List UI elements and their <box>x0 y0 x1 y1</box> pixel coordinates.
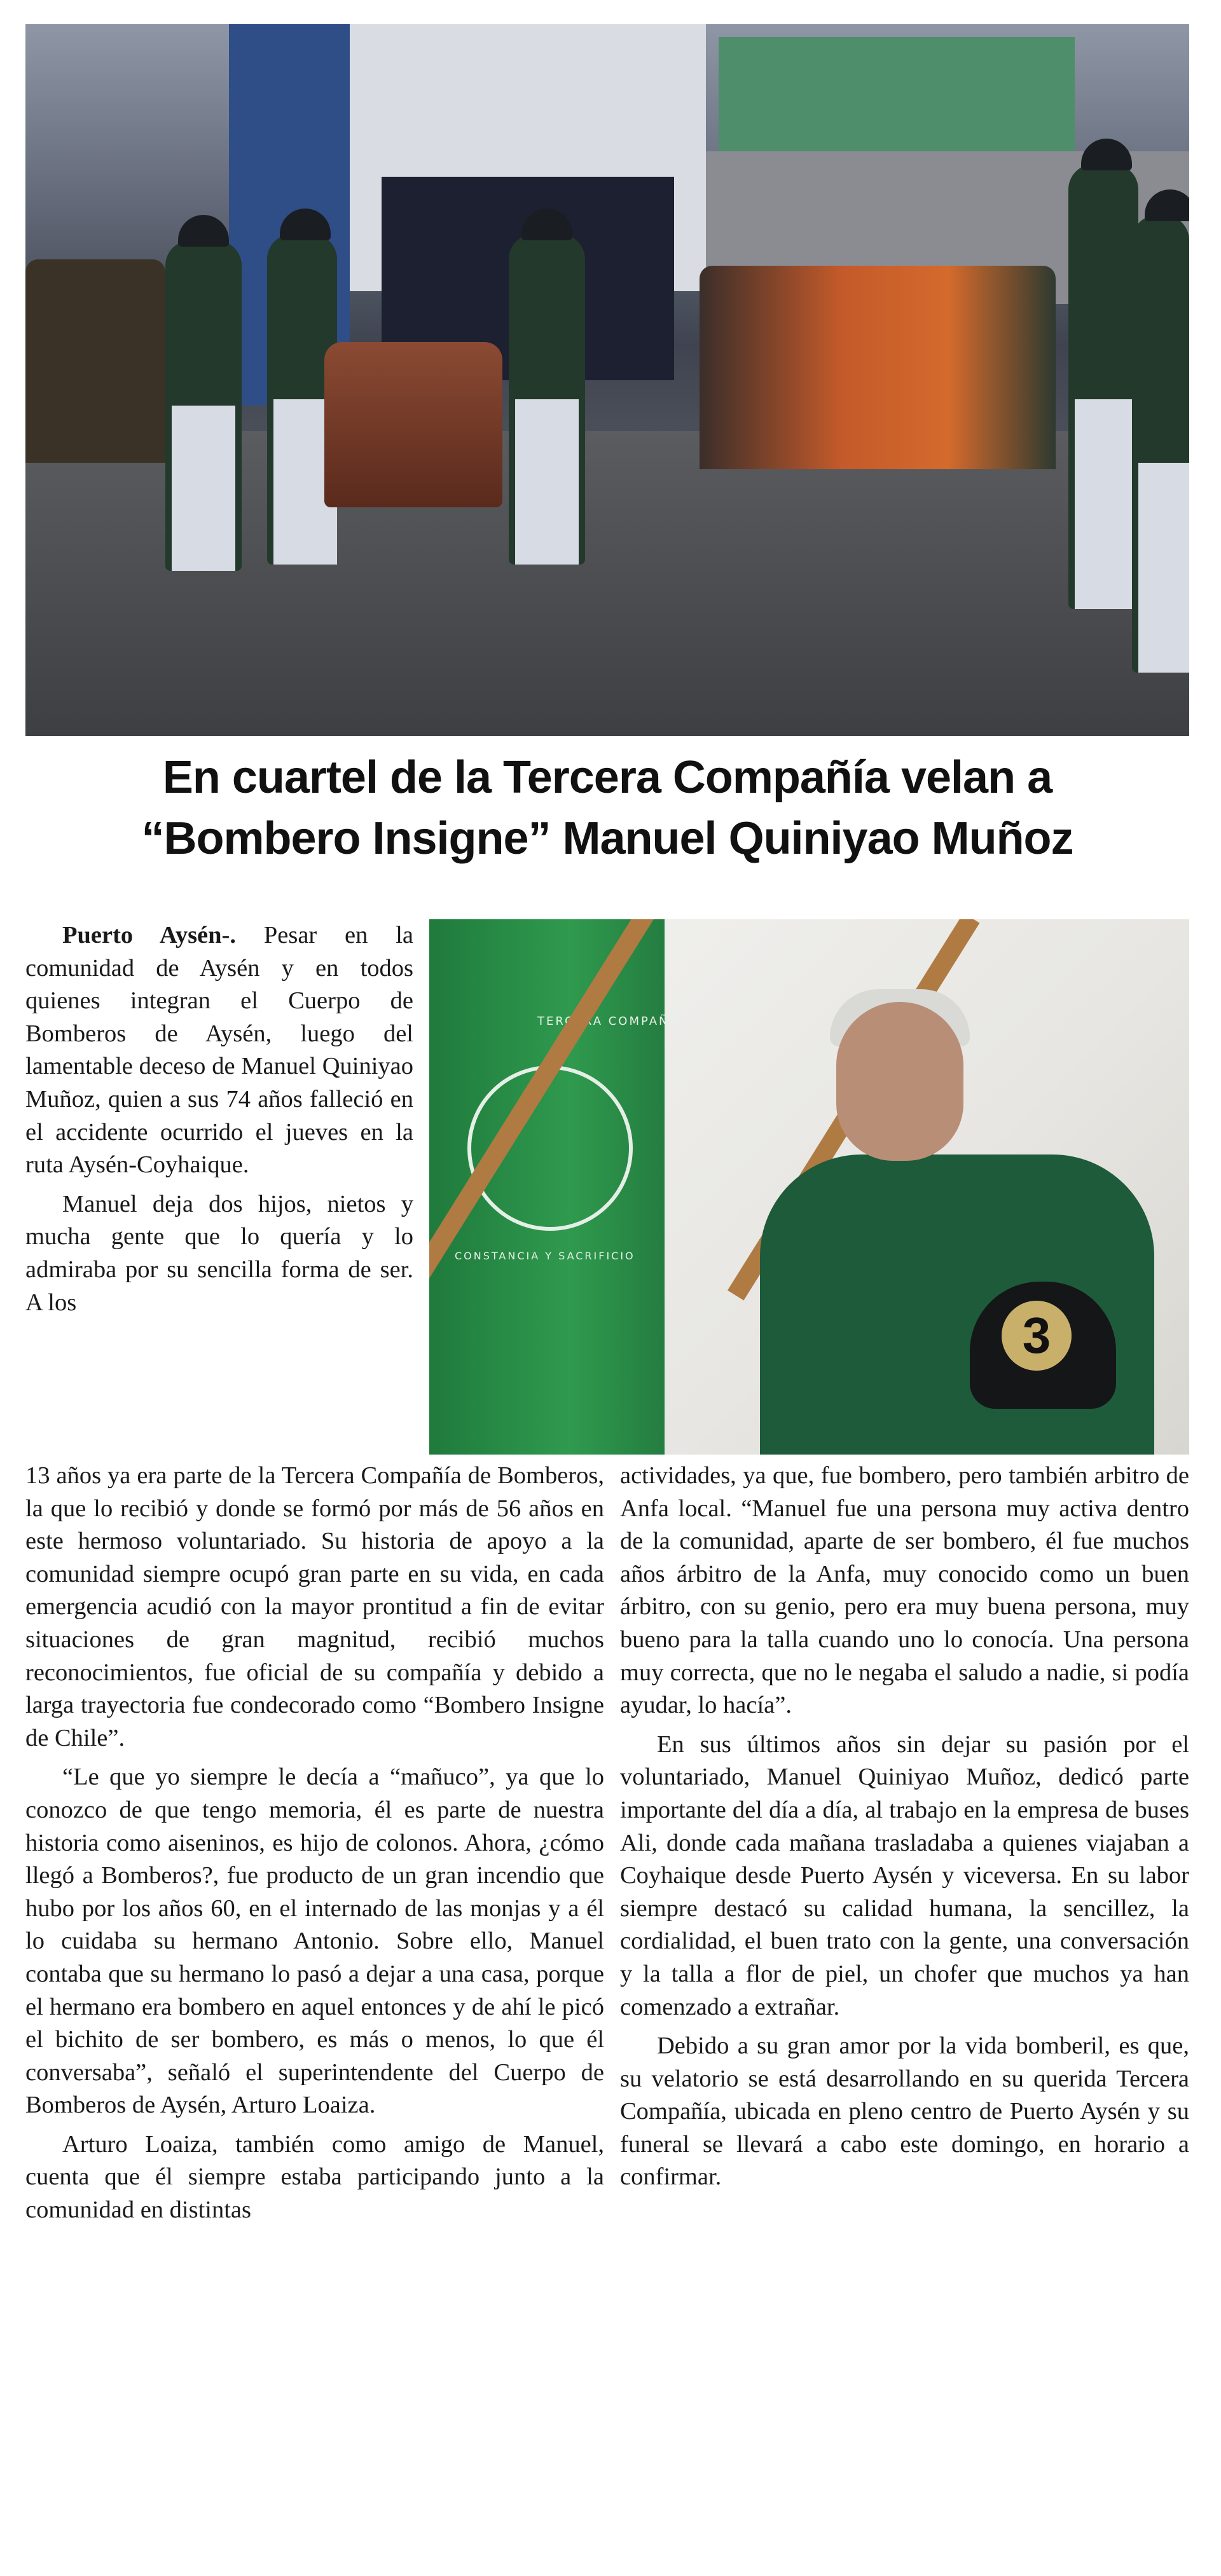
article-paragraph-3: “Le que yo siempre le decía a “mañuco”, ya que lo conozco de que tengo memoria, él es parte de nuestra historia como aiseninos, es hijo de colonos. Ahora, ¿cómo llegó a Bomberos?, fue producto de un gran incendio que hubo por los años 60, en el internado de las monjas y a él lo cuidaba su hermano Antonio. Sobre ello, Manuel contaba que su hermano lo pasó a dejar a una casa, porque el hermano era bombero en aquel entonces y de ahí le picó el bichito de ser bombero, es más o menos, lo que él conversaba”, señaló el superintendente del Cuerpo de Bomberos de Aysén, Arturo Loaiza. <box>25 1764 604 2119</box>
article-paragraph-4: Arturo Loaiza, también como amigo de Manuel, cuenta que él siempre estaba participando junto a la comunidad en distintas <box>25 2130 604 2224</box>
article-paragraph-4-continued: actividades, ya que, fue bombero, pero también arbitro de Anfa local. “Manuel fue una persona muy activa dentro de la comunidad, aparte de ser bombero, él fue muchos años árbitro de la Anfa, muy conocido como un buen árbitro, con su genio, pero era muy buena persona, muy bueno para la talla cuando uno lo conocía. Una persona muy correcta, que no le negaba el saludo a nadie, si podía ayudar, lo hacía”. <box>620 1462 1189 1719</box>
article-column-right <box>620 1460 1189 2194</box>
honor-guard <box>165 240 242 571</box>
face <box>836 1002 963 1161</box>
headline-line-2: “Bombero Insigne” Manuel Quiniyao Muñoz <box>141 813 1073 864</box>
honor-guard <box>509 234 585 565</box>
flag-motto: CONSTANCIA Y SACRIFICIO <box>455 1250 635 1262</box>
article-paragraph-2b: 13 años ya era parte de la Tercera Compañía de Bomberos, la que lo recibió y donde se formó por más de 56 años en este hermoso voluntariado. Su historia de apoyo a la comunidad siempre ocupó gran parte en su vida, en cada emergencia acudió con la mayor prontitud a fin de evitar situaciones de gran magnitud, recibió muchos reconocimientos, fue oficial de su compañía y debido a larga trayectoria fue condecorado como “Bombero Insigne de Chile”. <box>25 1462 604 1751</box>
article-paragraph-2a: Manuel deja dos hijos, nietos y mucha gente que lo quería y lo admiraba por su sencilla forma de ser. A los <box>25 1190 413 1316</box>
paragraph-1-body: Pesar en la comunidad de Aysén y en todos quienes integran el Cuerpo de Bomberos de Aysén, luego del lamentable deceso de Manuel Quiniyao Muñoz, quien a sus 74 años falleció en el accidente ocurrido el jueves en la ruta Aysén-Coyhaique. <box>25 922 414 1179</box>
article-paragraph-1 <box>25 919 413 1182</box>
article-paragraph-6: Debido a su gran amor por la vida bomberil, es que, su velatorio se está desarrollando en su querida Tercera Compañía, ubicada en pleno centro de Puerto Aysén y su funeral se llevará a cabo este domingo, en horario a confirmar. <box>620 2032 1189 2191</box>
funeral-procession-photo <box>25 24 1189 736</box>
honor-guard <box>1132 215 1189 673</box>
green-building <box>719 37 1075 164</box>
article-column-left <box>25 1460 604 2227</box>
article-column-top <box>25 919 413 1319</box>
dateline: Puerto Aysén-. <box>62 922 237 949</box>
article-headline <box>25 747 1189 869</box>
crowd-left <box>25 259 165 463</box>
portrait-photo <box>429 919 1189 1455</box>
headline-line-1: En cuartel de la Tercera Compañía velan a <box>162 752 1052 803</box>
crowd-right <box>700 266 1056 469</box>
article-paragraph-5: En sus últimos años sin dejar su pasión por el voluntariado, Manuel Quiniyao Muñoz, dedicó parte importante del día a día, al trabajo en la empresa de buses Ali, donde cada mañana trasladaba a quienes viajaban a Coyhaique desde Puerto Aysén y viceversa. En su labor siempre destacó su calidad humana, la sencillez, la cordialidad, el buen trato con la gente, una conversación y la talla a flor de piel, un chofer que muchos ya han comenzado a extrañar. <box>620 1730 1189 2020</box>
coffin <box>324 342 502 507</box>
flag-text: TERCERA COMPAÑIA <box>537 1015 685 1028</box>
helmet-badge: 3 <box>1002 1301 1072 1371</box>
honor-guard <box>1068 164 1138 609</box>
